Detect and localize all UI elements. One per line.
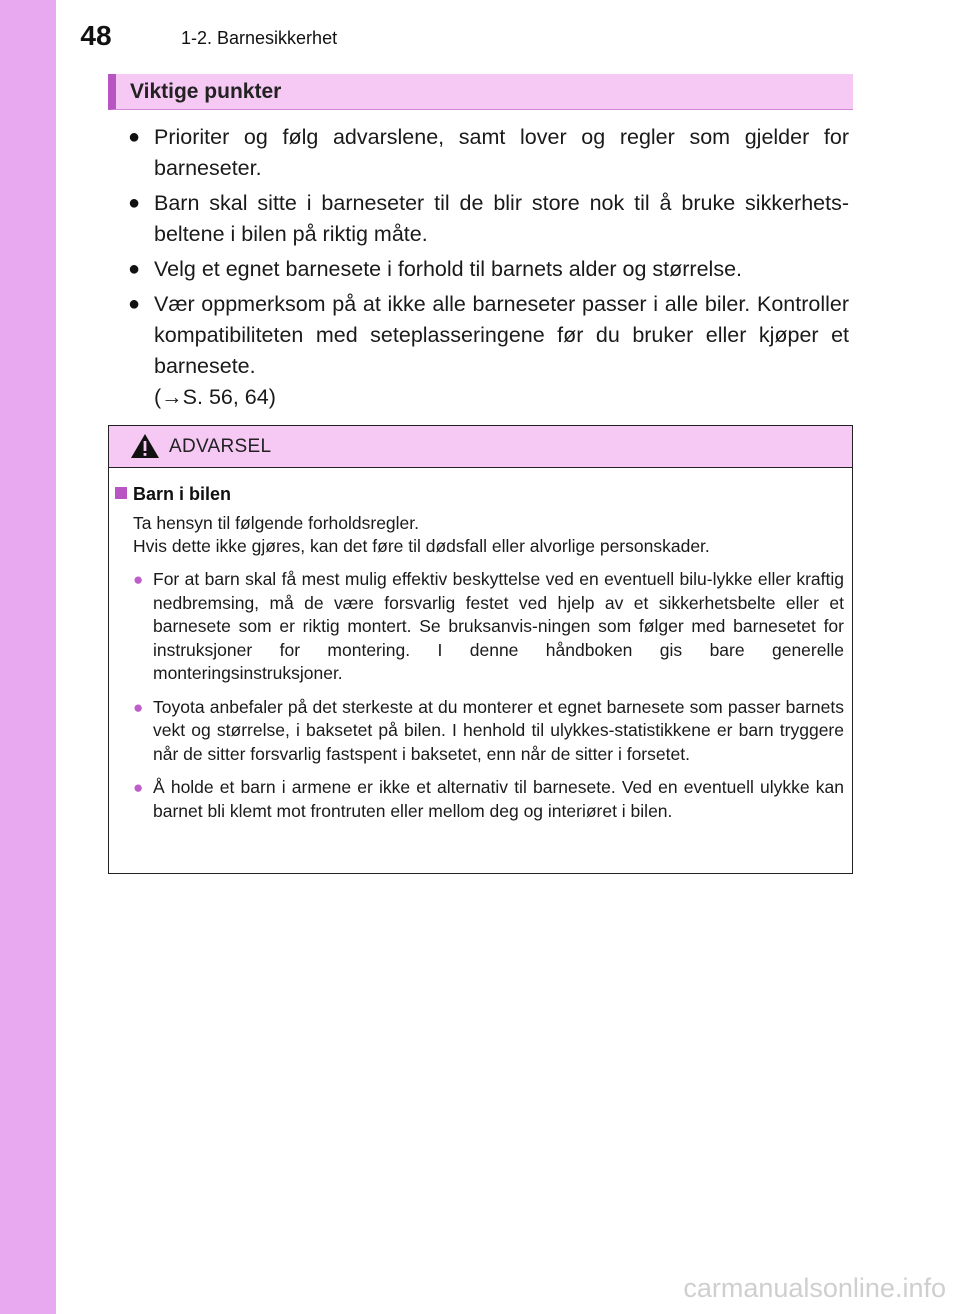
list-item: ● For at barn skal få mest mulig effektiv beskyttelse ved en eventuell bilu-lykke eller kraftig nedbremsing, må de være forsvarlig festet ved hjelp av et sikkerhetsbelte eller et barnesete som er riktig montert. Se bruksanvis-ningen som følger med barnesetet for instruksjoner for montering. I denne håndboken gis bare generelle monteringsinstruksjoner. bbox=[133, 569, 844, 683]
list-item: ● Velg et egnet barnesete i forhold til barnets alder og størrelse. bbox=[128, 254, 849, 285]
bullet-icon: ● bbox=[128, 126, 141, 148]
side-tab bbox=[0, 0, 56, 1314]
chapter-title: 1-2. Barnesikkerhet bbox=[181, 28, 338, 48]
warning-label: ADVARSEL bbox=[169, 436, 272, 457]
square-bullet-icon bbox=[115, 487, 127, 499]
warning-intro: Ta hensyn til følgende forholdsregler. Hvis dette ikke gjøres, kan det føre til dødsfall eller alvorlige personskader. bbox=[133, 513, 710, 556]
bullet-icon: ● bbox=[133, 778, 144, 797]
bullet-icon: ● bbox=[128, 258, 141, 280]
list-item: ● Toyota anbefaler på det sterkeste at du monterer et egnet barnesete som passer barnets vekt og størrelse, i baksetet på bilen. I henhold til ulykkes-statistikkene er barn tryggere når de sitter forsvarlig fastspent i baksetet, enn når de sitter i forsetet. bbox=[133, 696, 844, 764]
bullet-icon: ● bbox=[128, 192, 141, 214]
watermark: carmanualsonline.info bbox=[683, 1273, 946, 1303]
warning-list bbox=[133, 568, 844, 833]
bullet-icon: ● bbox=[133, 697, 144, 717]
warning-subheading: Barn i bilen bbox=[115, 484, 231, 505]
list-item: ● Barn skal sitte i barneseter til de blir store nok til å bruke sikkerhets-beltene i bilen på riktig måte. bbox=[128, 188, 849, 250]
bullet-icon: ● bbox=[128, 293, 141, 315]
key-points-list bbox=[128, 122, 849, 417]
list-item: ● Å holde et barn i armene er ikke et alternativ til barnesete. Ved en eventuell ulykke kan barnet bli klemt mot frontruten eller mellom deg og interiøret i bilen. bbox=[133, 777, 844, 821]
list-item: ● Prioriter og følg advarslene, samt lover og regler som gjelder for barneseter. bbox=[128, 122, 849, 184]
section-title: Viktige punkter bbox=[130, 80, 282, 103]
warning-triangle-icon bbox=[130, 432, 160, 460]
warning-header bbox=[109, 426, 852, 468]
page-reference: (→S. 56, 64) bbox=[154, 385, 276, 409]
section-heading bbox=[108, 74, 853, 110]
bullet-icon: ● bbox=[133, 570, 144, 589]
warning-box bbox=[108, 425, 853, 874]
page-number: 48 bbox=[80, 20, 112, 51]
list-item: ● Vær oppmerksom på at ikke alle barneseter passer i alle biler. Kontroller kompatibiliteten med seteplasseringene før du bruker eller kjøper et barnesete. (→S. 56, 64) bbox=[128, 289, 849, 413]
